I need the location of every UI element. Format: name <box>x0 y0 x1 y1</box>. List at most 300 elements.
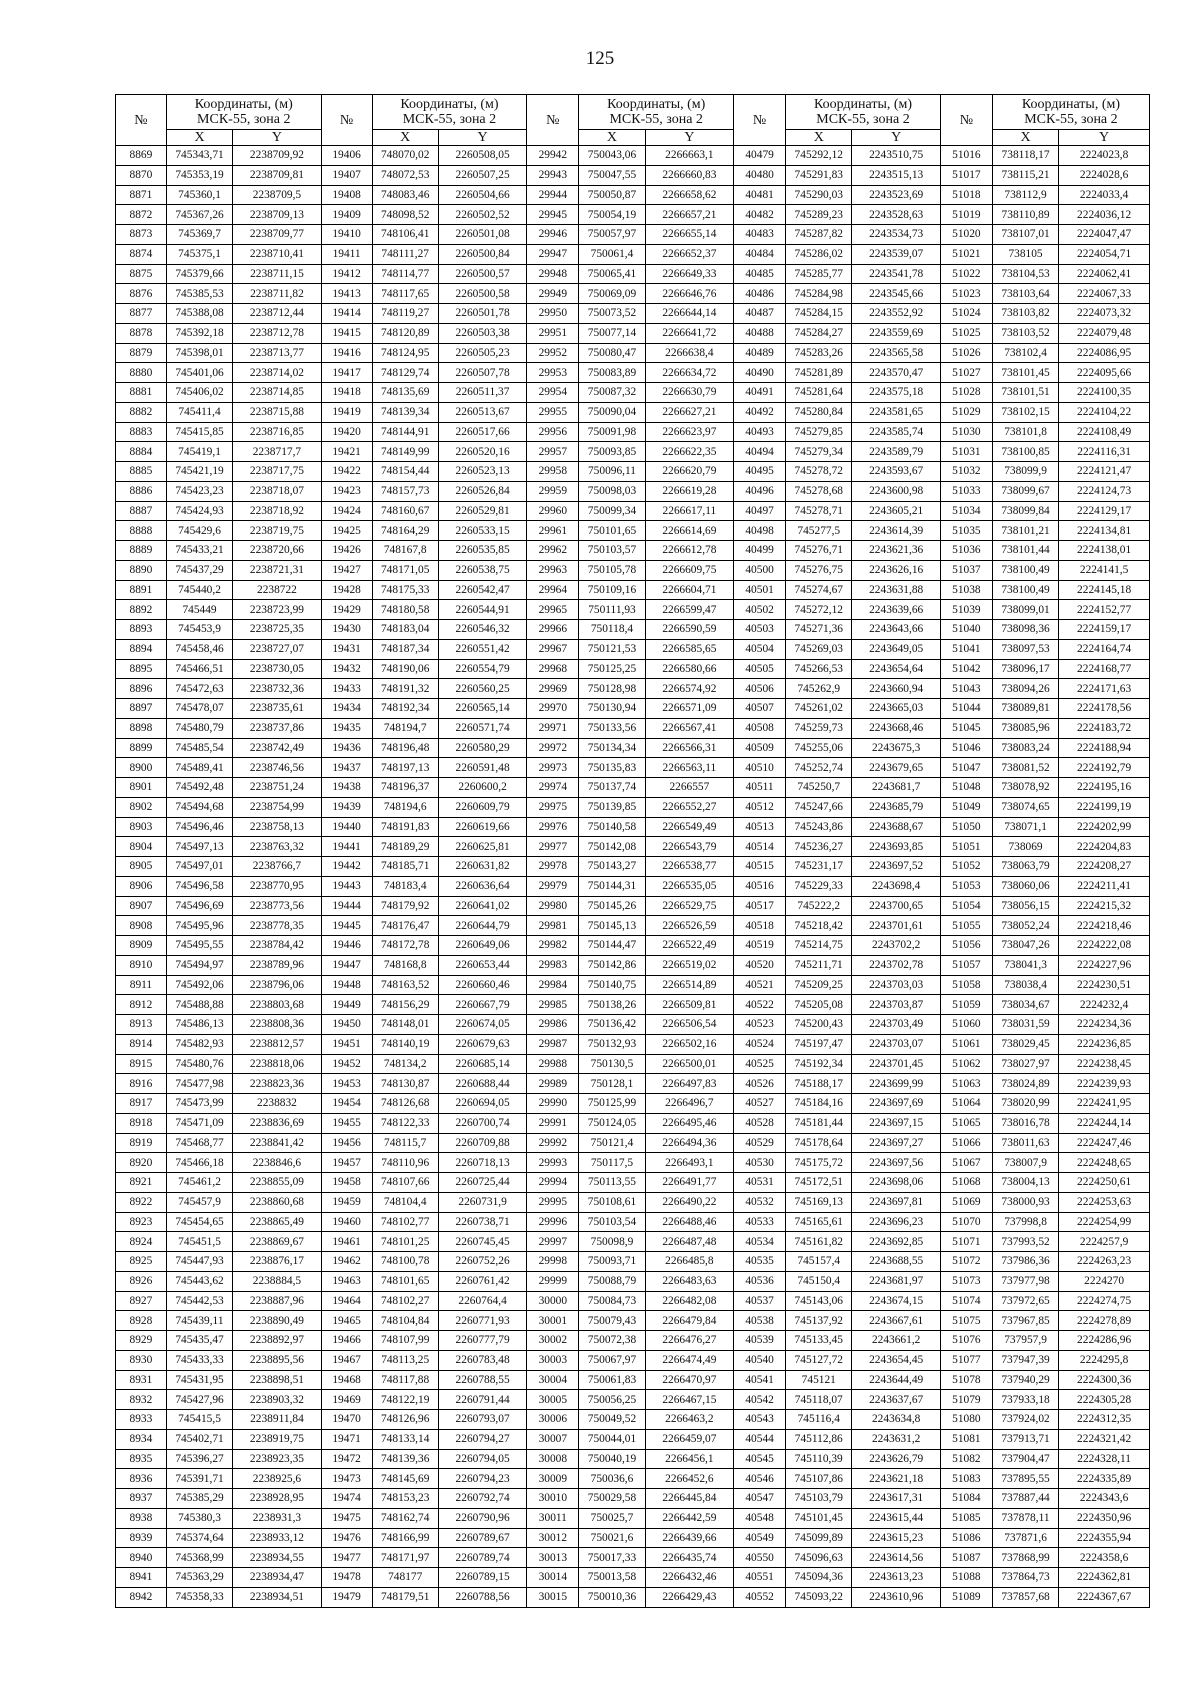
point-number-cell: 40522 <box>734 995 786 1015</box>
coord-y-cell: 2266638,4 <box>645 343 733 363</box>
coord-x-cell: 738004,13 <box>992 1173 1058 1193</box>
coord-x-cell: 750040,19 <box>579 1449 645 1469</box>
point-number-cell: 19437 <box>321 758 372 778</box>
point-number-cell: 19476 <box>321 1528 372 1548</box>
coord-x-cell: 745435,47 <box>166 1331 232 1351</box>
coord-x-cell: 745363,29 <box>166 1568 232 1588</box>
coord-x-cell: 738110,89 <box>992 205 1058 225</box>
header-x: X <box>579 130 645 146</box>
point-number-cell: 29956 <box>527 422 579 442</box>
coord-x-cell: 750138,26 <box>579 995 645 1015</box>
coord-y-cell: 2266566,31 <box>645 738 733 758</box>
coord-x-cell: 750067,97 <box>579 1350 645 1370</box>
coord-y-cell: 2238784,42 <box>233 936 321 956</box>
point-number-cell: 51032 <box>940 462 992 482</box>
point-number-cell: 51044 <box>940 699 992 719</box>
coord-y-cell: 2260764,4 <box>438 1291 526 1311</box>
point-number-cell: 8921 <box>116 1173 167 1193</box>
point-number-cell: 29987 <box>527 1034 579 1054</box>
table-row <box>116 1133 1150 1153</box>
coord-x-cell: 738099,84 <box>992 501 1058 521</box>
point-number-cell: 19450 <box>321 1015 372 1035</box>
point-number-cell: 8920 <box>116 1153 167 1173</box>
point-number-cell: 51061 <box>940 1034 992 1054</box>
point-number-cell: 19445 <box>321 916 372 936</box>
table-row <box>116 1528 1150 1548</box>
point-number-cell: 40550 <box>734 1548 786 1568</box>
coord-y-cell: 2238808,36 <box>233 1015 321 1035</box>
coord-y-cell: 2224247,46 <box>1059 1133 1150 1153</box>
coord-y-cell: 2224073,32 <box>1059 304 1150 324</box>
coord-x-cell: 745133,45 <box>786 1331 852 1351</box>
point-number-cell: 51080 <box>940 1410 992 1430</box>
coord-y-cell: 2224095,66 <box>1059 363 1150 383</box>
point-number-cell: 8927 <box>116 1291 167 1311</box>
coord-y-cell: 2238725,35 <box>233 620 321 640</box>
coord-x-cell: 745461,2 <box>166 1173 232 1193</box>
coord-x-cell: 745276,71 <box>786 541 852 561</box>
coord-x-cell: 738069 <box>992 837 1058 857</box>
point-number-cell: 29979 <box>527 876 579 896</box>
coord-y-cell: 2238923,35 <box>233 1449 321 1469</box>
point-number-cell: 29996 <box>527 1212 579 1232</box>
coord-x-cell: 745255,06 <box>786 738 852 758</box>
coord-x-cell: 738074,65 <box>992 797 1058 817</box>
coord-x-cell: 750143,27 <box>579 857 645 877</box>
point-number-cell: 29986 <box>527 1015 579 1035</box>
table-row <box>116 1350 1150 1370</box>
coord-y-cell: 2238718,07 <box>233 481 321 501</box>
coord-y-cell: 2266655,14 <box>645 225 733 245</box>
point-number-cell: 51073 <box>940 1271 992 1291</box>
coord-x-cell: 750125,99 <box>579 1094 645 1114</box>
coord-x-cell: 745396,27 <box>166 1449 232 1469</box>
table-row <box>116 323 1150 343</box>
coord-y-cell: 2243697,15 <box>852 1113 940 1133</box>
table-row <box>116 1390 1150 1410</box>
coord-x-cell: 738100,49 <box>992 580 1058 600</box>
coord-y-cell: 2266491,77 <box>645 1173 733 1193</box>
coord-x-cell: 745442,53 <box>166 1291 232 1311</box>
point-number-cell: 19443 <box>321 876 372 896</box>
coord-x-cell: 737878,11 <box>992 1508 1058 1528</box>
coord-y-cell: 2243702,2 <box>852 936 940 956</box>
coord-y-cell: 2266488,46 <box>645 1212 733 1232</box>
coord-y-cell: 2238746,56 <box>233 758 321 778</box>
coord-y-cell: 2260554,79 <box>438 659 526 679</box>
coord-y-cell: 2238709,13 <box>233 205 321 225</box>
coord-x-cell: 745431,95 <box>166 1370 232 1390</box>
point-number-cell: 19474 <box>321 1489 372 1509</box>
coord-x-cell: 745101,45 <box>786 1508 852 1528</box>
point-number-cell: 29978 <box>527 857 579 877</box>
point-number-cell: 19422 <box>321 462 372 482</box>
coord-y-cell: 2260641,02 <box>438 896 526 916</box>
coord-y-cell: 2224145,18 <box>1059 580 1150 600</box>
coord-x-cell: 745439,11 <box>166 1311 232 1331</box>
point-number-cell: 40492 <box>734 402 786 422</box>
coord-y-cell: 2243698,06 <box>852 1173 940 1193</box>
coord-y-cell: 2266459,07 <box>645 1429 733 1449</box>
coord-y-cell: 2243621,18 <box>852 1469 940 1489</box>
coord-x-cell: 748119,27 <box>372 304 438 324</box>
coord-x-cell: 745496,58 <box>166 876 232 896</box>
point-number-cell: 19452 <box>321 1054 372 1074</box>
point-number-cell: 29995 <box>527 1192 579 1212</box>
coord-y-cell: 2243637,67 <box>852 1390 940 1410</box>
point-number-cell: 8942 <box>116 1587 167 1607</box>
coord-x-cell: 750144,47 <box>579 936 645 956</box>
coord-y-cell: 2243693,85 <box>852 837 940 857</box>
coord-x-cell: 750140,75 <box>579 975 645 995</box>
point-number-cell: 19408 <box>321 185 372 205</box>
point-number-cell: 29992 <box>527 1133 579 1153</box>
coord-x-cell: 745466,18 <box>166 1153 232 1173</box>
table-row <box>116 699 1150 719</box>
coord-y-cell: 2238903,32 <box>233 1390 321 1410</box>
table-row <box>116 580 1150 600</box>
coord-y-cell: 2266506,54 <box>645 1015 733 1035</box>
coord-x-cell: 738056,15 <box>992 896 1058 916</box>
table-row <box>116 501 1150 521</box>
point-number-cell: 30010 <box>527 1489 579 1509</box>
coord-x-cell: 745343,71 <box>166 146 232 166</box>
coord-y-cell: 2243688,55 <box>852 1252 940 1272</box>
coord-y-cell: 2266617,11 <box>645 501 733 521</box>
coord-x-cell: 738101,51 <box>992 383 1058 403</box>
coord-y-cell: 2243703,07 <box>852 1034 940 1054</box>
coord-y-cell: 2260517,66 <box>438 422 526 442</box>
coord-y-cell: 2224116,31 <box>1059 442 1150 462</box>
coord-x-cell: 745433,33 <box>166 1350 232 1370</box>
point-number-cell: 8912 <box>116 995 167 1015</box>
coord-x-cell: 750091,98 <box>579 422 645 442</box>
point-number-cell: 30012 <box>527 1528 579 1548</box>
table-row <box>116 541 1150 561</box>
coord-y-cell: 2243692,85 <box>852 1232 940 1252</box>
coord-x-cell: 748100,78 <box>372 1252 438 1272</box>
coord-y-cell: 2224152,77 <box>1059 600 1150 620</box>
coord-x-cell: 748124,95 <box>372 343 438 363</box>
point-number-cell: 29962 <box>527 541 579 561</box>
point-number-cell: 8918 <box>116 1113 167 1133</box>
point-number-cell: 19418 <box>321 383 372 403</box>
table-row <box>116 1271 1150 1291</box>
coord-y-cell: 2238919,75 <box>233 1429 321 1449</box>
coord-y-cell: 2238934,47 <box>233 1568 321 1588</box>
coord-x-cell: 750013,58 <box>579 1568 645 1588</box>
coord-y-cell: 2238720,66 <box>233 541 321 561</box>
point-number-cell: 30009 <box>527 1469 579 1489</box>
point-number-cell: 51081 <box>940 1429 992 1449</box>
point-number-cell: 19429 <box>321 600 372 620</box>
point-number-cell: 29947 <box>527 244 579 264</box>
coord-x-cell: 738099,67 <box>992 481 1058 501</box>
point-number-cell: 29951 <box>527 323 579 343</box>
coord-x-cell: 738085,96 <box>992 718 1058 738</box>
table-row <box>116 738 1150 758</box>
point-number-cell: 51055 <box>940 916 992 936</box>
point-number-cell: 29999 <box>527 1271 579 1291</box>
coord-x-cell: 750050,87 <box>579 185 645 205</box>
coord-x-cell: 748163,52 <box>372 975 438 995</box>
coord-y-cell: 2238841,42 <box>233 1133 321 1153</box>
coord-x-cell: 745489,41 <box>166 758 232 778</box>
coord-y-cell: 2243660,94 <box>852 679 940 699</box>
point-number-cell: 40508 <box>734 718 786 738</box>
coord-x-cell: 750113,55 <box>579 1173 645 1193</box>
coord-y-cell: 2260507,25 <box>438 165 526 185</box>
coord-x-cell: 738103,64 <box>992 284 1058 304</box>
point-number-cell: 8904 <box>116 837 167 857</box>
coord-x-cell: 745451,5 <box>166 1232 232 1252</box>
coord-y-cell: 2266571,09 <box>645 699 733 719</box>
coord-x-cell: 745218,42 <box>786 916 852 936</box>
point-number-cell: 40540 <box>734 1350 786 1370</box>
coord-y-cell: 2224278,89 <box>1059 1311 1150 1331</box>
coord-y-cell: 2243667,61 <box>852 1311 940 1331</box>
coord-y-cell: 2238737,86 <box>233 718 321 738</box>
coord-y-cell: 2243510,75 <box>852 146 940 166</box>
point-number-cell: 30002 <box>527 1331 579 1351</box>
coord-x-cell: 745229,33 <box>786 876 852 896</box>
coord-y-cell: 2266442,59 <box>645 1508 733 1528</box>
coord-x-cell: 737993,52 <box>992 1232 1058 1252</box>
coord-y-cell: 2238812,57 <box>233 1034 321 1054</box>
coord-x-cell: 745197,47 <box>786 1034 852 1054</box>
coord-x-cell: 748083,46 <box>372 185 438 205</box>
coord-y-cell: 2238925,6 <box>233 1469 321 1489</box>
point-number-cell: 29975 <box>527 797 579 817</box>
coord-y-cell: 2266590,59 <box>645 620 733 640</box>
coord-y-cell: 2243615,44 <box>852 1508 940 1528</box>
point-number-cell: 40551 <box>734 1568 786 1588</box>
point-number-cell: 19479 <box>321 1587 372 1607</box>
coord-y-cell: 2266604,71 <box>645 580 733 600</box>
point-number-cell: 19456 <box>321 1133 372 1153</box>
coord-y-cell: 2266445,84 <box>645 1489 733 1509</box>
coord-y-cell: 2260500,57 <box>438 264 526 284</box>
coord-x-cell: 745468,77 <box>166 1133 232 1153</box>
table-row <box>116 1410 1150 1430</box>
table-row <box>116 659 1150 679</box>
coord-y-cell: 2224208,27 <box>1059 857 1150 877</box>
coord-x-cell: 745447,93 <box>166 1252 232 1272</box>
coord-x-cell: 745497,01 <box>166 857 232 877</box>
coord-y-cell: 2260551,42 <box>438 639 526 659</box>
coord-y-cell: 2224199,19 <box>1059 797 1150 817</box>
coord-y-cell: 2266432,46 <box>645 1568 733 1588</box>
coord-y-cell: 2243523,69 <box>852 185 940 205</box>
coord-y-cell: 2266456,1 <box>645 1449 733 1469</box>
coord-y-cell: 2238721,31 <box>233 560 321 580</box>
coord-y-cell: 2224124,73 <box>1059 481 1150 501</box>
point-number-cell: 51021 <box>940 244 992 264</box>
point-number-cell: 8929 <box>116 1331 167 1351</box>
coord-y-cell: 2224108,49 <box>1059 422 1150 442</box>
coord-x-cell: 737940,29 <box>992 1370 1058 1390</box>
coord-x-cell: 750083,89 <box>579 363 645 383</box>
coord-y-cell: 2224202,99 <box>1059 817 1150 837</box>
coord-x-cell: 748139,34 <box>372 402 438 422</box>
coord-y-cell: 2238711,15 <box>233 264 321 284</box>
coord-x-cell: 745492,06 <box>166 975 232 995</box>
coord-x-cell: 745269,03 <box>786 639 852 659</box>
coord-x-cell: 745188,17 <box>786 1074 852 1094</box>
point-number-cell: 8930 <box>116 1350 167 1370</box>
coord-x-cell: 745473,99 <box>166 1094 232 1114</box>
header-coordinates-units: Координаты, (м) <box>607 97 706 112</box>
coord-y-cell: 2238758,13 <box>233 817 321 837</box>
point-number-cell: 8889 <box>116 541 167 561</box>
coord-x-cell: 745116,4 <box>786 1410 852 1430</box>
coord-y-cell: 2266494,36 <box>645 1133 733 1153</box>
coord-y-cell: 2224178,56 <box>1059 699 1150 719</box>
coord-x-cell: 750136,42 <box>579 1015 645 1035</box>
coord-x-cell: 750145,26 <box>579 896 645 916</box>
coord-y-cell: 2224263,23 <box>1059 1252 1150 1272</box>
point-number-cell: 8916 <box>116 1074 167 1094</box>
point-number-cell: 8893 <box>116 620 167 640</box>
coord-y-cell: 2238789,96 <box>233 955 321 975</box>
table-header <box>116 95 1150 146</box>
coord-x-cell: 748168,8 <box>372 955 438 975</box>
coord-x-cell: 745280,84 <box>786 402 852 422</box>
coord-y-cell: 2238719,75 <box>233 521 321 541</box>
coord-x-cell: 737924,02 <box>992 1410 1058 1430</box>
coord-x-cell: 745480,79 <box>166 718 232 738</box>
point-number-cell: 8926 <box>116 1271 167 1291</box>
coord-x-cell: 748134,2 <box>372 1054 438 1074</box>
coord-y-cell: 2266487,48 <box>645 1232 733 1252</box>
coord-y-cell: 2260636,64 <box>438 876 526 896</box>
table-row <box>116 165 1150 185</box>
point-number-cell: 51046 <box>940 738 992 758</box>
coord-y-cell: 2260546,32 <box>438 620 526 640</box>
coord-x-cell: 750132,93 <box>579 1034 645 1054</box>
coord-y-cell: 2224227,96 <box>1059 955 1150 975</box>
coord-x-cell: 737868,99 <box>992 1548 1058 1568</box>
coord-y-cell: 2260685,14 <box>438 1054 526 1074</box>
point-number-cell: 29994 <box>527 1173 579 1193</box>
coord-y-cell: 2243528,63 <box>852 205 940 225</box>
coord-x-cell: 750117,5 <box>579 1153 645 1173</box>
coord-y-cell: 2243614,39 <box>852 521 940 541</box>
coord-y-cell: 2224204,83 <box>1059 837 1150 857</box>
point-number-cell: 30014 <box>527 1568 579 1588</box>
point-number-cell: 40486 <box>734 284 786 304</box>
coord-y-cell: 2238709,92 <box>233 146 321 166</box>
point-number-cell: 51039 <box>940 600 992 620</box>
coord-x-cell: 748133,14 <box>372 1429 438 1449</box>
coord-x-cell: 745274,67 <box>786 580 852 600</box>
point-number-cell: 19446 <box>321 936 372 956</box>
point-number-cell: 29953 <box>527 363 579 383</box>
point-number-cell: 29982 <box>527 936 579 956</box>
coord-x-cell: 748166,99 <box>372 1528 438 1548</box>
point-number-cell: 30003 <box>527 1350 579 1370</box>
point-number-cell: 40524 <box>734 1034 786 1054</box>
point-number-cell: 40542 <box>734 1390 786 1410</box>
point-number-cell: 8910 <box>116 955 167 975</box>
coord-y-cell: 2243539,07 <box>852 244 940 264</box>
coord-x-cell: 737967,85 <box>992 1311 1058 1331</box>
point-number-cell: 51026 <box>940 343 992 363</box>
coord-x-cell: 738060,06 <box>992 876 1058 896</box>
coord-x-cell: 748070,02 <box>372 146 438 166</box>
point-number-cell: 29944 <box>527 185 579 205</box>
point-number-cell: 51067 <box>940 1153 992 1173</box>
coord-y-cell: 2266467,15 <box>645 1390 733 1410</box>
coord-x-cell: 748101,25 <box>372 1232 438 1252</box>
coord-y-cell: 2224328,11 <box>1059 1449 1150 1469</box>
point-number-cell: 19428 <box>321 580 372 600</box>
header-number: № <box>321 95 372 146</box>
coord-y-cell: 2238869,67 <box>233 1232 321 1252</box>
coord-y-cell: 2224164,74 <box>1059 639 1150 659</box>
coord-y-cell: 2224253,63 <box>1059 1192 1150 1212</box>
coord-x-cell: 745261,02 <box>786 699 852 719</box>
coord-y-cell: 2243559,69 <box>852 323 940 343</box>
coord-y-cell: 2266497,83 <box>645 1074 733 1094</box>
coord-x-cell: 745385,53 <box>166 284 232 304</box>
coord-y-cell: 2224134,81 <box>1059 521 1150 541</box>
point-number-cell: 8879 <box>116 343 167 363</box>
coord-y-cell: 2266476,27 <box>645 1331 733 1351</box>
table-row <box>116 185 1150 205</box>
coord-y-cell: 2243697,69 <box>852 1094 940 1114</box>
point-number-cell: 29997 <box>527 1232 579 1252</box>
coord-x-cell: 748154,44 <box>372 462 438 482</box>
point-number-cell: 40489 <box>734 343 786 363</box>
coord-y-cell: 2266452,6 <box>645 1469 733 1489</box>
point-number-cell: 8877 <box>116 304 167 324</box>
coord-x-cell: 745471,09 <box>166 1113 232 1133</box>
coord-x-cell: 745093,22 <box>786 1587 852 1607</box>
coord-x-cell: 748140,19 <box>372 1034 438 1054</box>
point-number-cell: 40520 <box>734 955 786 975</box>
coord-x-cell: 745184,16 <box>786 1094 852 1114</box>
coord-y-cell: 2238933,12 <box>233 1528 321 1548</box>
coord-y-cell: 2224274,75 <box>1059 1291 1150 1311</box>
coord-y-cell: 2266585,65 <box>645 639 733 659</box>
coord-x-cell: 745262,9 <box>786 679 852 699</box>
coord-x-cell: 745121 <box>786 1370 852 1390</box>
coord-x-cell: 750124,05 <box>579 1113 645 1133</box>
coord-x-cell: 745494,97 <box>166 955 232 975</box>
point-number-cell: 19435 <box>321 718 372 738</box>
point-number-cell: 40488 <box>734 323 786 343</box>
coord-x-cell: 750065,41 <box>579 264 645 284</box>
point-number-cell: 51069 <box>940 1192 992 1212</box>
point-number-cell: 19471 <box>321 1429 372 1449</box>
coord-y-cell: 2238773,56 <box>233 896 321 916</box>
coord-x-cell: 750130,94 <box>579 699 645 719</box>
coord-x-cell: 745494,68 <box>166 797 232 817</box>
coord-x-cell: 748185,71 <box>372 857 438 877</box>
coord-y-cell: 2260783,48 <box>438 1350 526 1370</box>
table-row <box>116 817 1150 837</box>
point-number-cell: 51051 <box>940 837 992 857</box>
point-number-cell: 51035 <box>940 521 992 541</box>
point-number-cell: 40538 <box>734 1311 786 1331</box>
point-number-cell: 19442 <box>321 857 372 877</box>
header-coordinates <box>579 95 734 130</box>
coord-x-cell: 750088,79 <box>579 1271 645 1291</box>
point-number-cell: 19478 <box>321 1568 372 1588</box>
coord-x-cell: 745388,08 <box>166 304 232 324</box>
point-number-cell: 29998 <box>527 1252 579 1272</box>
